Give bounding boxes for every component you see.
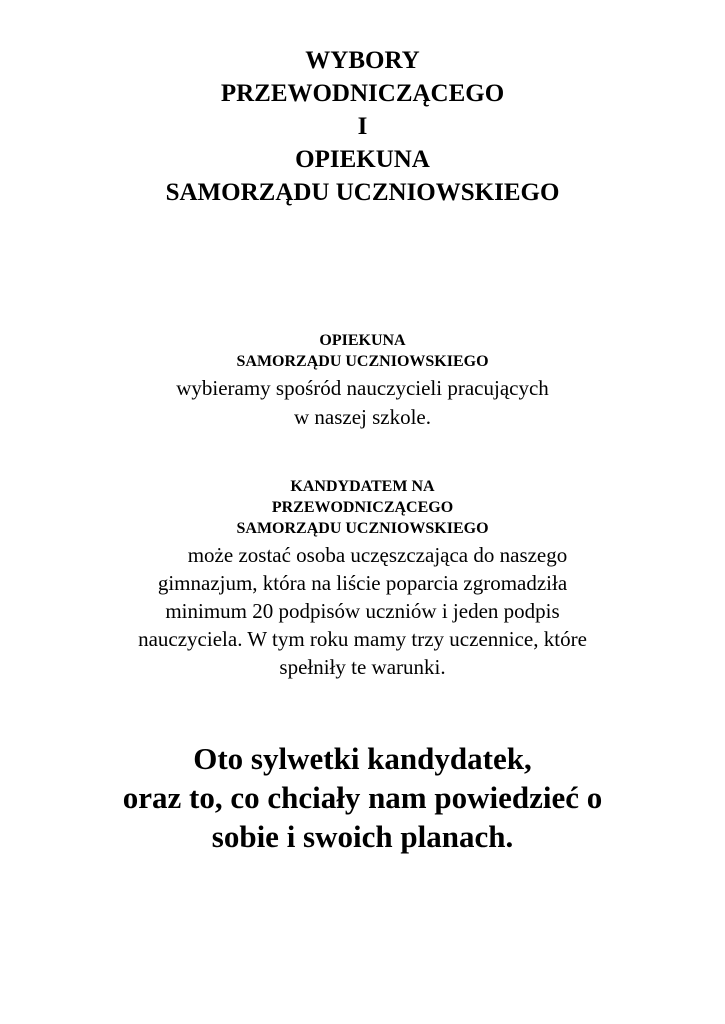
- opiekun-paragraph: [0, 374, 725, 432]
- opiekun-heading: [0, 330, 725, 372]
- paragraph-line: gimnazjum, która na liście poparcia zgromadziła: [157, 571, 568, 595]
- closing-line: oraz to, co chciały nam powiedzieć o: [122, 780, 603, 815]
- heading-line: SAMORZĄDU UCZNIOWSKIEGO: [236, 520, 489, 537]
- heading-line: PRZEWODNICZĄCEGO: [271, 499, 454, 516]
- paragraph-line: spełniły te warunki.: [279, 655, 446, 679]
- heading-line: SAMORZĄDU UCZNIOWSKIEGO: [236, 353, 489, 370]
- title-line: OPIEKUNA: [295, 146, 430, 173]
- paragraph-line: minimum 20 podpisów uczniów i jeden podpis: [165, 599, 560, 623]
- paragraph-line: może zostać osoba uczęszczająca do naszego: [187, 543, 568, 567]
- heading-line: KANDYDATEM NA: [290, 478, 435, 495]
- closing-statement: [0, 739, 725, 856]
- paragraph-line: w naszej szkole.: [293, 405, 432, 429]
- closing-line: Oto sylwetki kandydatek,: [193, 741, 532, 776]
- title-line: PRZEWODNICZĄCEGO: [220, 80, 505, 107]
- paragraph-line: nauczyciela. W tym roku mamy trzy uczennice, które: [138, 627, 587, 651]
- heading-line: OPIEKUNA: [319, 332, 406, 349]
- kandydat-heading: [0, 476, 725, 539]
- title-line: SAMORZĄDU UCZNIOWSKIEGO: [165, 179, 560, 206]
- closing-line: sobie i swoich planach.: [211, 819, 514, 854]
- document-title: [0, 44, 725, 209]
- title-line: I: [357, 113, 368, 140]
- title-line: WYBORY: [305, 47, 420, 74]
- paragraph-line: wybieramy spośród nauczycieli pracujących: [176, 376, 549, 400]
- kandydat-paragraph: [0, 541, 725, 681]
